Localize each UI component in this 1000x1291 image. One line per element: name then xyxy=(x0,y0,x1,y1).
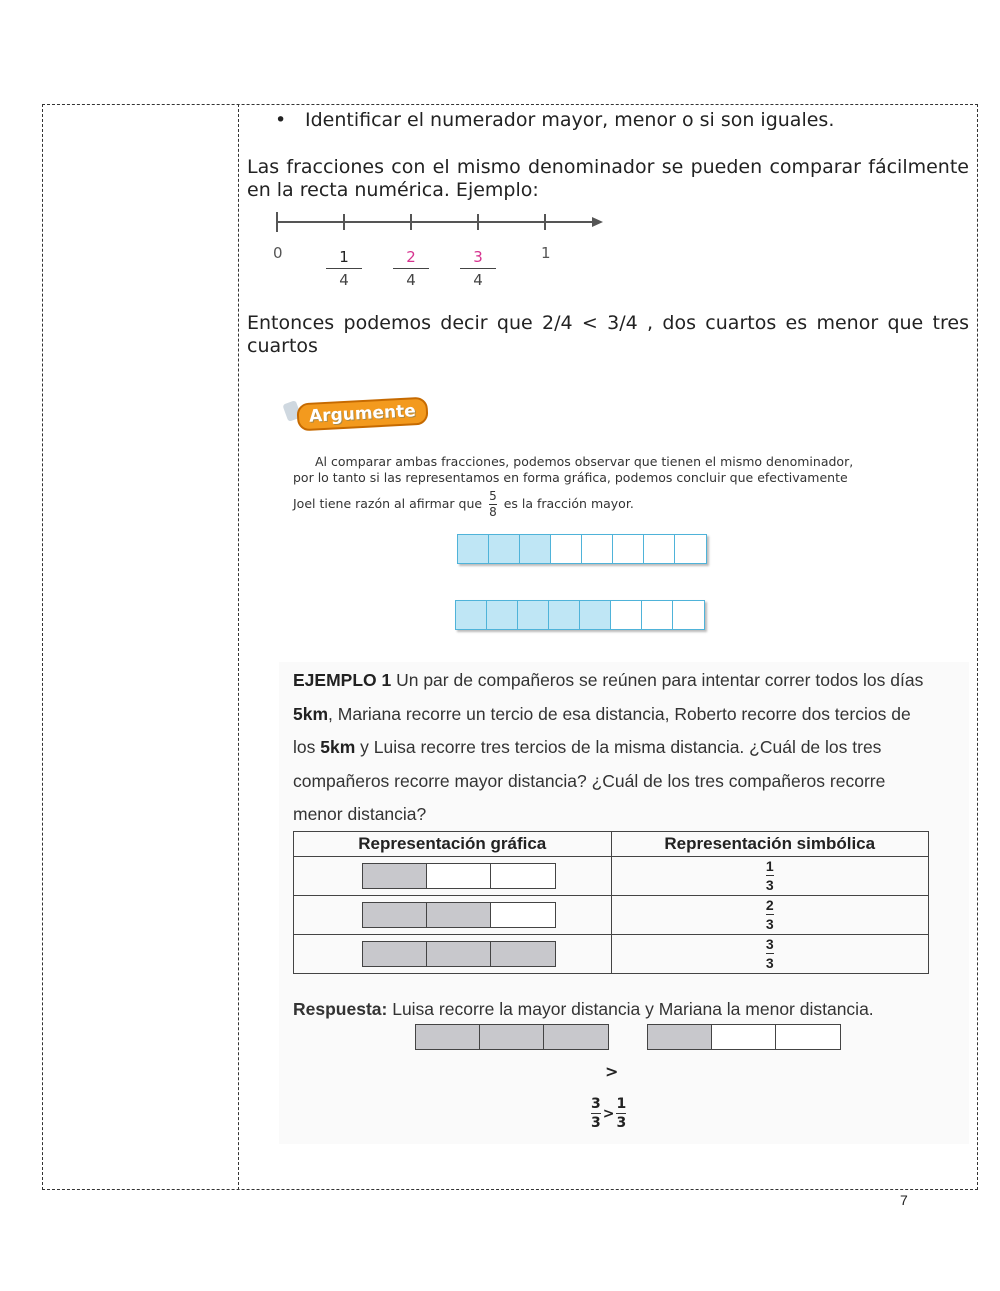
answer-bar-one-third xyxy=(647,1024,841,1050)
fraction-3-3-final: 3 3 xyxy=(591,1096,601,1131)
table-row xyxy=(294,935,929,974)
paragraph-intro: Las fracciones con el mismo denominador se pueden comparar fácilmente en la recta numérica. Ejemplo: xyxy=(247,156,969,201)
bar-one-third xyxy=(362,863,556,889)
paragraph-conclusion: Entonces podemos decir que 2/4 < 3/4 , dos cuartos es menor que tres cuartos xyxy=(247,312,969,357)
bar-two-thirds xyxy=(362,902,556,928)
argumente-text: Al comparar ambas fracciones, podemos observar que tienen el mismo denominador, por lo tanto si las representamos en forma gráfica, podemos concluir que efectivamente Joel tiene razón al afirmar que $\frac{5}{8}$ es la fracción mayor. xyxy=(293,454,854,519)
column-divider xyxy=(238,104,239,1190)
header-symbolic: Representación simbólica xyxy=(611,832,929,857)
fraction-2-4: 2 4 xyxy=(393,248,429,289)
fraction-1-3: $\frac{1}{3}$ xyxy=(765,857,774,893)
representation-table xyxy=(293,831,929,974)
fraction-2-3: $\frac{2}{3}$ xyxy=(765,896,774,932)
argumente-logo: Argumente xyxy=(297,400,428,428)
number-line-axis xyxy=(247,204,627,244)
page-number: 7 xyxy=(900,1192,908,1208)
bar-three-thirds xyxy=(362,941,556,967)
header-graphic: Representación gráfica xyxy=(294,832,612,857)
comparison-symbol: > xyxy=(605,1062,619,1081)
tick-label-end: 1 xyxy=(541,244,551,262)
table-row xyxy=(294,896,929,935)
bullet-dot: • xyxy=(275,109,287,131)
fraction-5-8: $\frac{5}{8}$ xyxy=(489,489,497,519)
tick-label-start: 0 xyxy=(273,244,283,262)
fraction-1-3-final: 1 3 xyxy=(616,1096,627,1131)
final-comparison xyxy=(591,1096,626,1131)
bullet-text: Identificar el numerador mayor, menor o si son iguales. xyxy=(305,109,835,131)
answer-text: Respuesta: Luisa recorre la mayor distancia y Mariana la menor distancia. xyxy=(293,999,874,1019)
fraction-3-4: 3 4 xyxy=(460,248,496,289)
example-text: EJEMPLO 1 Un par de compañeros se reúnen para intentar correr todos los días 5km, Mariana recorre un tercio de esa distancia, Roberto recorre dos tercios de los 5km y Luisa recorre tres tercios de la misma distancia. ¿Cuál de los tres compañeros recorre mayor distancia? ¿Cuál de los tres compañeros recorre menor distancia? xyxy=(293,670,924,824)
number-line xyxy=(247,204,627,304)
fraction-1-4: 1 4 xyxy=(326,248,362,289)
fraction-bar-5-8 xyxy=(455,600,705,630)
answer-bar-three-thirds xyxy=(415,1024,609,1050)
fraction-bar-3-8 xyxy=(457,534,707,564)
final-symbol: > xyxy=(602,1105,615,1122)
table-row xyxy=(294,857,929,896)
fraction-3-3: $\frac{3}{3}$ xyxy=(765,935,774,971)
